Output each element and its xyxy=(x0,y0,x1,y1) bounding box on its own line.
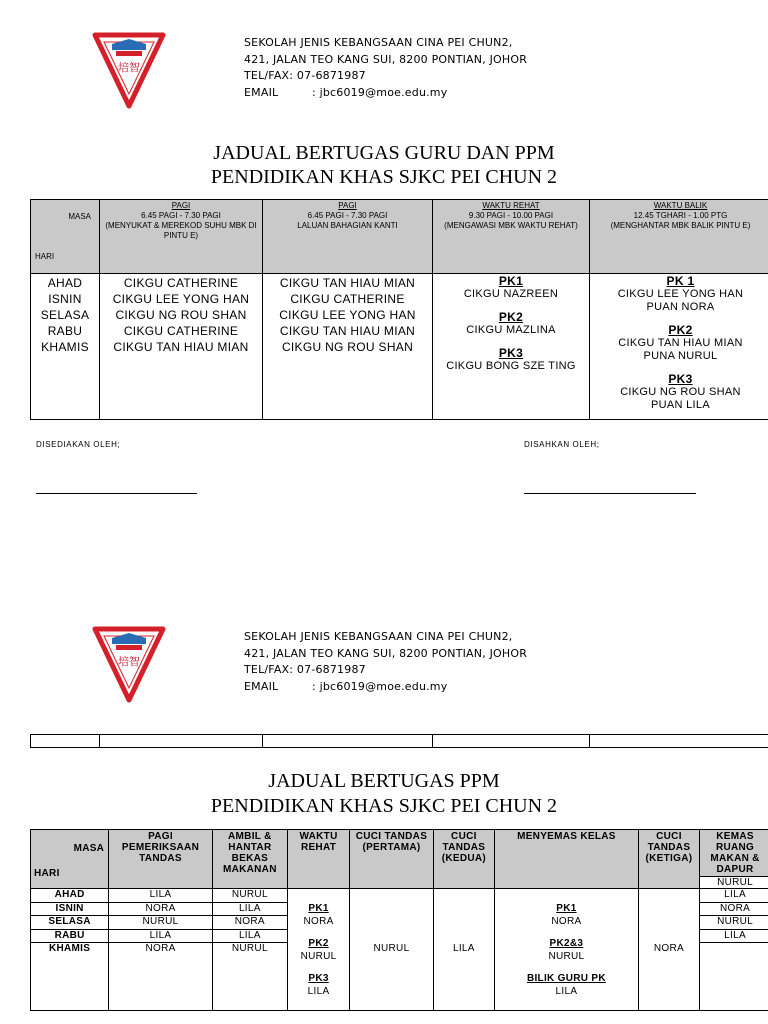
pagi1-column xyxy=(100,274,263,420)
day-cell: AHAD xyxy=(31,889,109,903)
empty-cell xyxy=(433,735,590,748)
verified-by-signature-line xyxy=(524,493,696,494)
section2-title-line2: PENDIDIKAN KHAS SJKC PEI CHUN 2 xyxy=(210,795,558,817)
email-label: EMAIL xyxy=(244,679,279,693)
day-cell: ISNIN xyxy=(31,902,109,916)
school-telfax: TEL/FAX: 07-6871987 xyxy=(244,663,366,676)
teacher-cell: CIKGU TAN HIAU MIAN xyxy=(279,324,416,338)
bekas-cell: NURUL xyxy=(212,943,287,1011)
col-cuci3-header: CUCI TANDAS (KETIGA) xyxy=(638,830,699,889)
pk2-name: PUNA NURUL xyxy=(643,350,718,362)
teacher-cell: CIKGU CATHERINE xyxy=(290,292,405,306)
days-column xyxy=(31,274,100,420)
school-name: SEKOLAH JENIS KEBANGSAAN CINA PEI CHUN2, xyxy=(244,36,513,49)
school-info xyxy=(244,35,527,101)
col-bekas-header: AMBIL & HANTAR BEKAS MAKANAN xyxy=(212,830,287,889)
dapur-cell-empty xyxy=(700,943,768,1011)
pemeriksaan-cell: NORA xyxy=(109,943,213,1011)
cuci2-cell: LILA xyxy=(433,889,494,1011)
dapur-cell: LILA xyxy=(700,929,768,943)
pk2-name: CIKGU TAN HIAU MIAN xyxy=(618,337,743,349)
school-address: 421, JALAN TEO KANG SUI, 8200 PONTIAN, JOHOR xyxy=(244,646,528,660)
teacher-cell: CIKGU LEE YONG HAN xyxy=(112,292,250,306)
empty-cell xyxy=(100,735,263,748)
dapur-cell: NURUL xyxy=(700,916,768,930)
email-value[interactable]: : jbc6019@moe.edu.my xyxy=(312,679,448,693)
section1-title-line1: JADUAL BERTUGAS GURU DAN PPM xyxy=(213,142,555,164)
prepared-by-signature-line xyxy=(36,493,197,494)
pk3-label: PK3 xyxy=(668,372,693,386)
rehat-cell: PK1 NORA PK2 NURUL PK3 LILA xyxy=(287,889,349,1011)
school-header-2 xyxy=(92,625,712,705)
bekas-cell: NURUL xyxy=(212,889,287,903)
school-address: 421, JALAN TEO KANG SUI, 8200 PONTIAN, JOHOR xyxy=(244,52,528,66)
divider-table xyxy=(30,734,768,748)
bekas-cell: NORA xyxy=(212,916,287,930)
verified-by-label: DISAHKAN OLEH; xyxy=(524,440,600,449)
pk3-name: CIKGU NG ROU SHAN xyxy=(620,386,741,398)
day-cell: AHAD xyxy=(47,276,83,290)
school-info xyxy=(244,629,527,695)
pk1-name: PUAN NORA xyxy=(646,301,715,313)
prepared-by-label: DISEDIAKAN OLEH; xyxy=(36,440,121,449)
pk2-label: PK2 xyxy=(668,323,693,337)
pk3-name: PUAN LILA xyxy=(651,399,710,411)
col-cuci2-header: CUCI TANDAS (KEDUA) xyxy=(433,830,494,889)
day-cell: ISNIN xyxy=(48,292,82,306)
pagi2-header: PAGI 6.45 PAGI - 7.30 PAGI LALUAN BAHAGIAN KANTI xyxy=(263,200,433,274)
day-cell: SELASA xyxy=(40,308,90,322)
cuci3-cell: NORA xyxy=(638,889,699,1011)
day-cell: KHAMIS xyxy=(41,340,89,354)
email-label: EMAIL xyxy=(244,85,279,99)
dapur-cell: LILA xyxy=(700,889,768,903)
col-cuci1-header: CUCI TANDAS (PERTAMA) xyxy=(350,830,434,889)
teacher-cell: CIKGU TAN HIAU MIAN xyxy=(113,340,249,354)
logo-text: 培智 xyxy=(118,62,140,74)
section2-title-line1: JADUAL BERTUGAS PPM xyxy=(268,770,500,792)
balik-column xyxy=(590,274,768,420)
day-cell: RABU xyxy=(47,324,83,338)
pemeriksaan-cell: LILA xyxy=(109,929,213,943)
pk2-label: PK2 xyxy=(498,310,524,324)
teacher-cell: CIKGU NG ROU SHAN xyxy=(281,340,414,354)
teacher-cell: CIKGU CATHERINE xyxy=(123,276,239,290)
section1-title-line2: PENDIDIKAN KHAS SJKC PEI CHUN 2 xyxy=(210,166,558,188)
pk3-label: PK3 xyxy=(498,346,524,360)
logo-text: 培智 xyxy=(118,656,140,668)
dapur-cell: NURUL xyxy=(700,876,768,888)
pk1-label: PK 1 xyxy=(666,274,695,288)
bekas-cell: LILA xyxy=(212,929,287,943)
pk3-name: CIKGU BONG SZE TING xyxy=(446,360,576,372)
masa-hari-header: MASA HARI xyxy=(31,200,100,274)
pemeriksaan-cell: NORA xyxy=(109,902,213,916)
day-cell: SELASA xyxy=(31,916,109,930)
col-pemeriksaan-header: PAGI PEMERIKSAAN TANDAS xyxy=(109,830,213,889)
empty-cell xyxy=(263,735,433,748)
col-kelas-header: MENYEMAS KELAS xyxy=(495,830,639,889)
school-header-1 xyxy=(92,31,712,111)
pk1-label: PK1 xyxy=(498,274,524,288)
empty-cell xyxy=(31,735,100,748)
teacher-cell: CIKGU NG ROU SHAN xyxy=(115,308,247,322)
pagi1-header: PAGI 6.45 PAGI - 7.30 PAGI (MENYUKAT & MEREKOD SUHU MBK DI PINTU E) xyxy=(100,200,263,274)
pk1-name: CIKGU LEE YONG HAN xyxy=(617,288,744,300)
pk2-name: CIKGU MAZLINA xyxy=(466,324,556,336)
col-dapur-header: KEMAS RUANG MAKAN & DAPUR NURUL xyxy=(700,830,768,889)
ppm-duty-table xyxy=(30,829,768,1011)
teacher-cell: CIKGU LEE YONG HAN xyxy=(279,308,416,322)
school-logo xyxy=(92,625,166,703)
masa-hari-header: MASA HARI xyxy=(31,830,109,889)
pemeriksaan-cell: LILA xyxy=(109,889,213,903)
teacher-duty-table xyxy=(30,199,768,420)
teacher-cell: CIKGU CATHERINE xyxy=(123,324,239,338)
day-cell: RABU xyxy=(31,929,109,943)
pk1-name: CIKGU NAZREEN xyxy=(463,288,559,300)
pemeriksaan-cell: NURUL xyxy=(109,916,213,930)
rehat-header: WAKTU REHAT 9.30 PAGI - 10.00 PAGI (MENGAWASI MBK WAKTU REHAT) xyxy=(433,200,590,274)
balik-header: WAKTU BALIK 12.45 TGHARI - 1.00 PTG (MENGHANTAR MBK BALIK PINTU E) xyxy=(590,200,768,274)
school-logo xyxy=(92,31,166,109)
pagi2-column xyxy=(263,274,433,420)
school-name: SEKOLAH JENIS KEBANGSAAN CINA PEI CHUN2, xyxy=(244,630,513,643)
col-rehat-header: WAKTU REHAT xyxy=(287,830,349,889)
empty-cell xyxy=(590,735,768,748)
teacher-cell: CIKGU TAN HIAU MIAN xyxy=(279,276,416,290)
school-telfax: TEL/FAX: 07-6871987 xyxy=(244,69,366,82)
dapur-cell: NORA xyxy=(700,902,768,916)
kelas-cell: PK1 NORA PK2&3 NURUL BILIK GURU PK LILA xyxy=(495,889,639,1011)
rehat-column xyxy=(433,274,590,420)
day-cell: KHAMIS xyxy=(31,943,109,1011)
email-value[interactable]: : jbc6019@moe.edu.my xyxy=(312,85,448,99)
cuci1-cell: NURUL xyxy=(350,889,434,1011)
bekas-cell: LILA xyxy=(212,902,287,916)
